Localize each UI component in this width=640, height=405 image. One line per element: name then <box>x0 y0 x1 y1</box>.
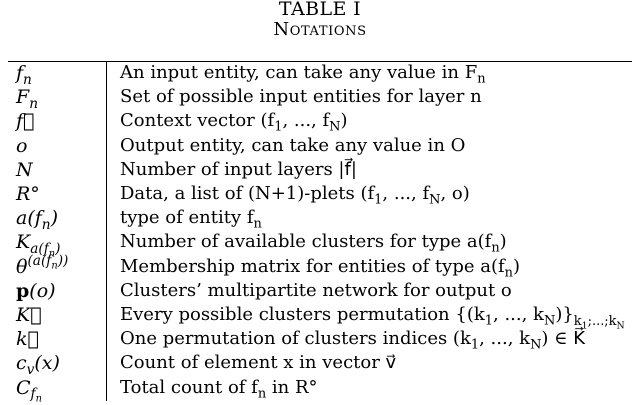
notation-symbol: N <box>16 158 33 181</box>
table-row <box>0 110 640 135</box>
table-row <box>0 280 640 302</box>
notation-symbol: k⃗ <box>16 328 39 351</box>
notation-symbol: $K_{a(f_n)}$ <box>16 231 61 260</box>
notation-description: Data, a list of (N+1)-plets ($f_1$, ..., $f_N$, o) <box>120 183 470 208</box>
notation-description: Count of element x in vector v⃗ <box>120 352 397 374</box>
table-caption: Notations <box>273 19 367 40</box>
notation-description: Set of possible input entities for layer n <box>120 86 482 108</box>
table-row <box>0 86 640 112</box>
notation-symbol: o <box>16 134 28 157</box>
table-label: TABLE I <box>278 0 362 20</box>
notation-symbol: f⃗ <box>16 110 35 133</box>
table-row <box>0 253 640 281</box>
table-row <box>0 183 640 208</box>
table-row <box>0 304 640 332</box>
table-row <box>0 62 640 88</box>
notation-description: Number of available clusters for type $a(f_n)$ <box>120 231 507 256</box>
notation-description: One permutation of clusters indices ($k_1$, ..., $k_N$) ∈ K⃗ <box>120 328 586 353</box>
notation-symbol: $a(f_n)$ <box>16 207 59 233</box>
notation-description: An input entity, can take any value in $F_n$ <box>120 62 486 87</box>
notation-symbol: p(o) <box>16 279 56 302</box>
notation-description: Total count of $f_n$ in R° <box>120 376 318 402</box>
notation-description: Every possible clusters permutation {($k_1$, ..., $k_N)\}_{k_1;...;k_N}$ <box>120 304 625 332</box>
table-row <box>0 328 640 353</box>
table-row <box>0 376 640 405</box>
notation-description: Context vector ($f_1$, ..., $f_N$) <box>120 110 348 135</box>
notation-description: Membership matrix for entities of type $a(f_n)$ <box>120 255 521 281</box>
table-row <box>0 159 640 181</box>
table-row <box>0 207 640 233</box>
notation-description: Number of input layers |f⃗| <box>120 158 357 180</box>
notation-symbol: $f_n$ <box>16 62 32 88</box>
notation-description: type of entity $f_n$ <box>120 207 262 232</box>
notation-description: Output entity, can take any value in O <box>120 134 466 156</box>
notation-description: Clusters’ multipartite network for output o <box>120 279 512 301</box>
notation-symbol: $c_v(x)$ <box>16 352 60 379</box>
table-row <box>0 231 640 260</box>
notation-symbol: R° <box>16 183 40 205</box>
table-row <box>0 352 640 379</box>
notation-symbol: $\theta^{(a(f_n))}$ <box>16 253 69 278</box>
notation-symbol: $F_n$ <box>16 86 38 112</box>
table-row <box>0 135 640 157</box>
notation-symbol: $C_{f_n}$ <box>16 376 42 405</box>
notation-symbol: K⃗ <box>16 304 42 326</box>
